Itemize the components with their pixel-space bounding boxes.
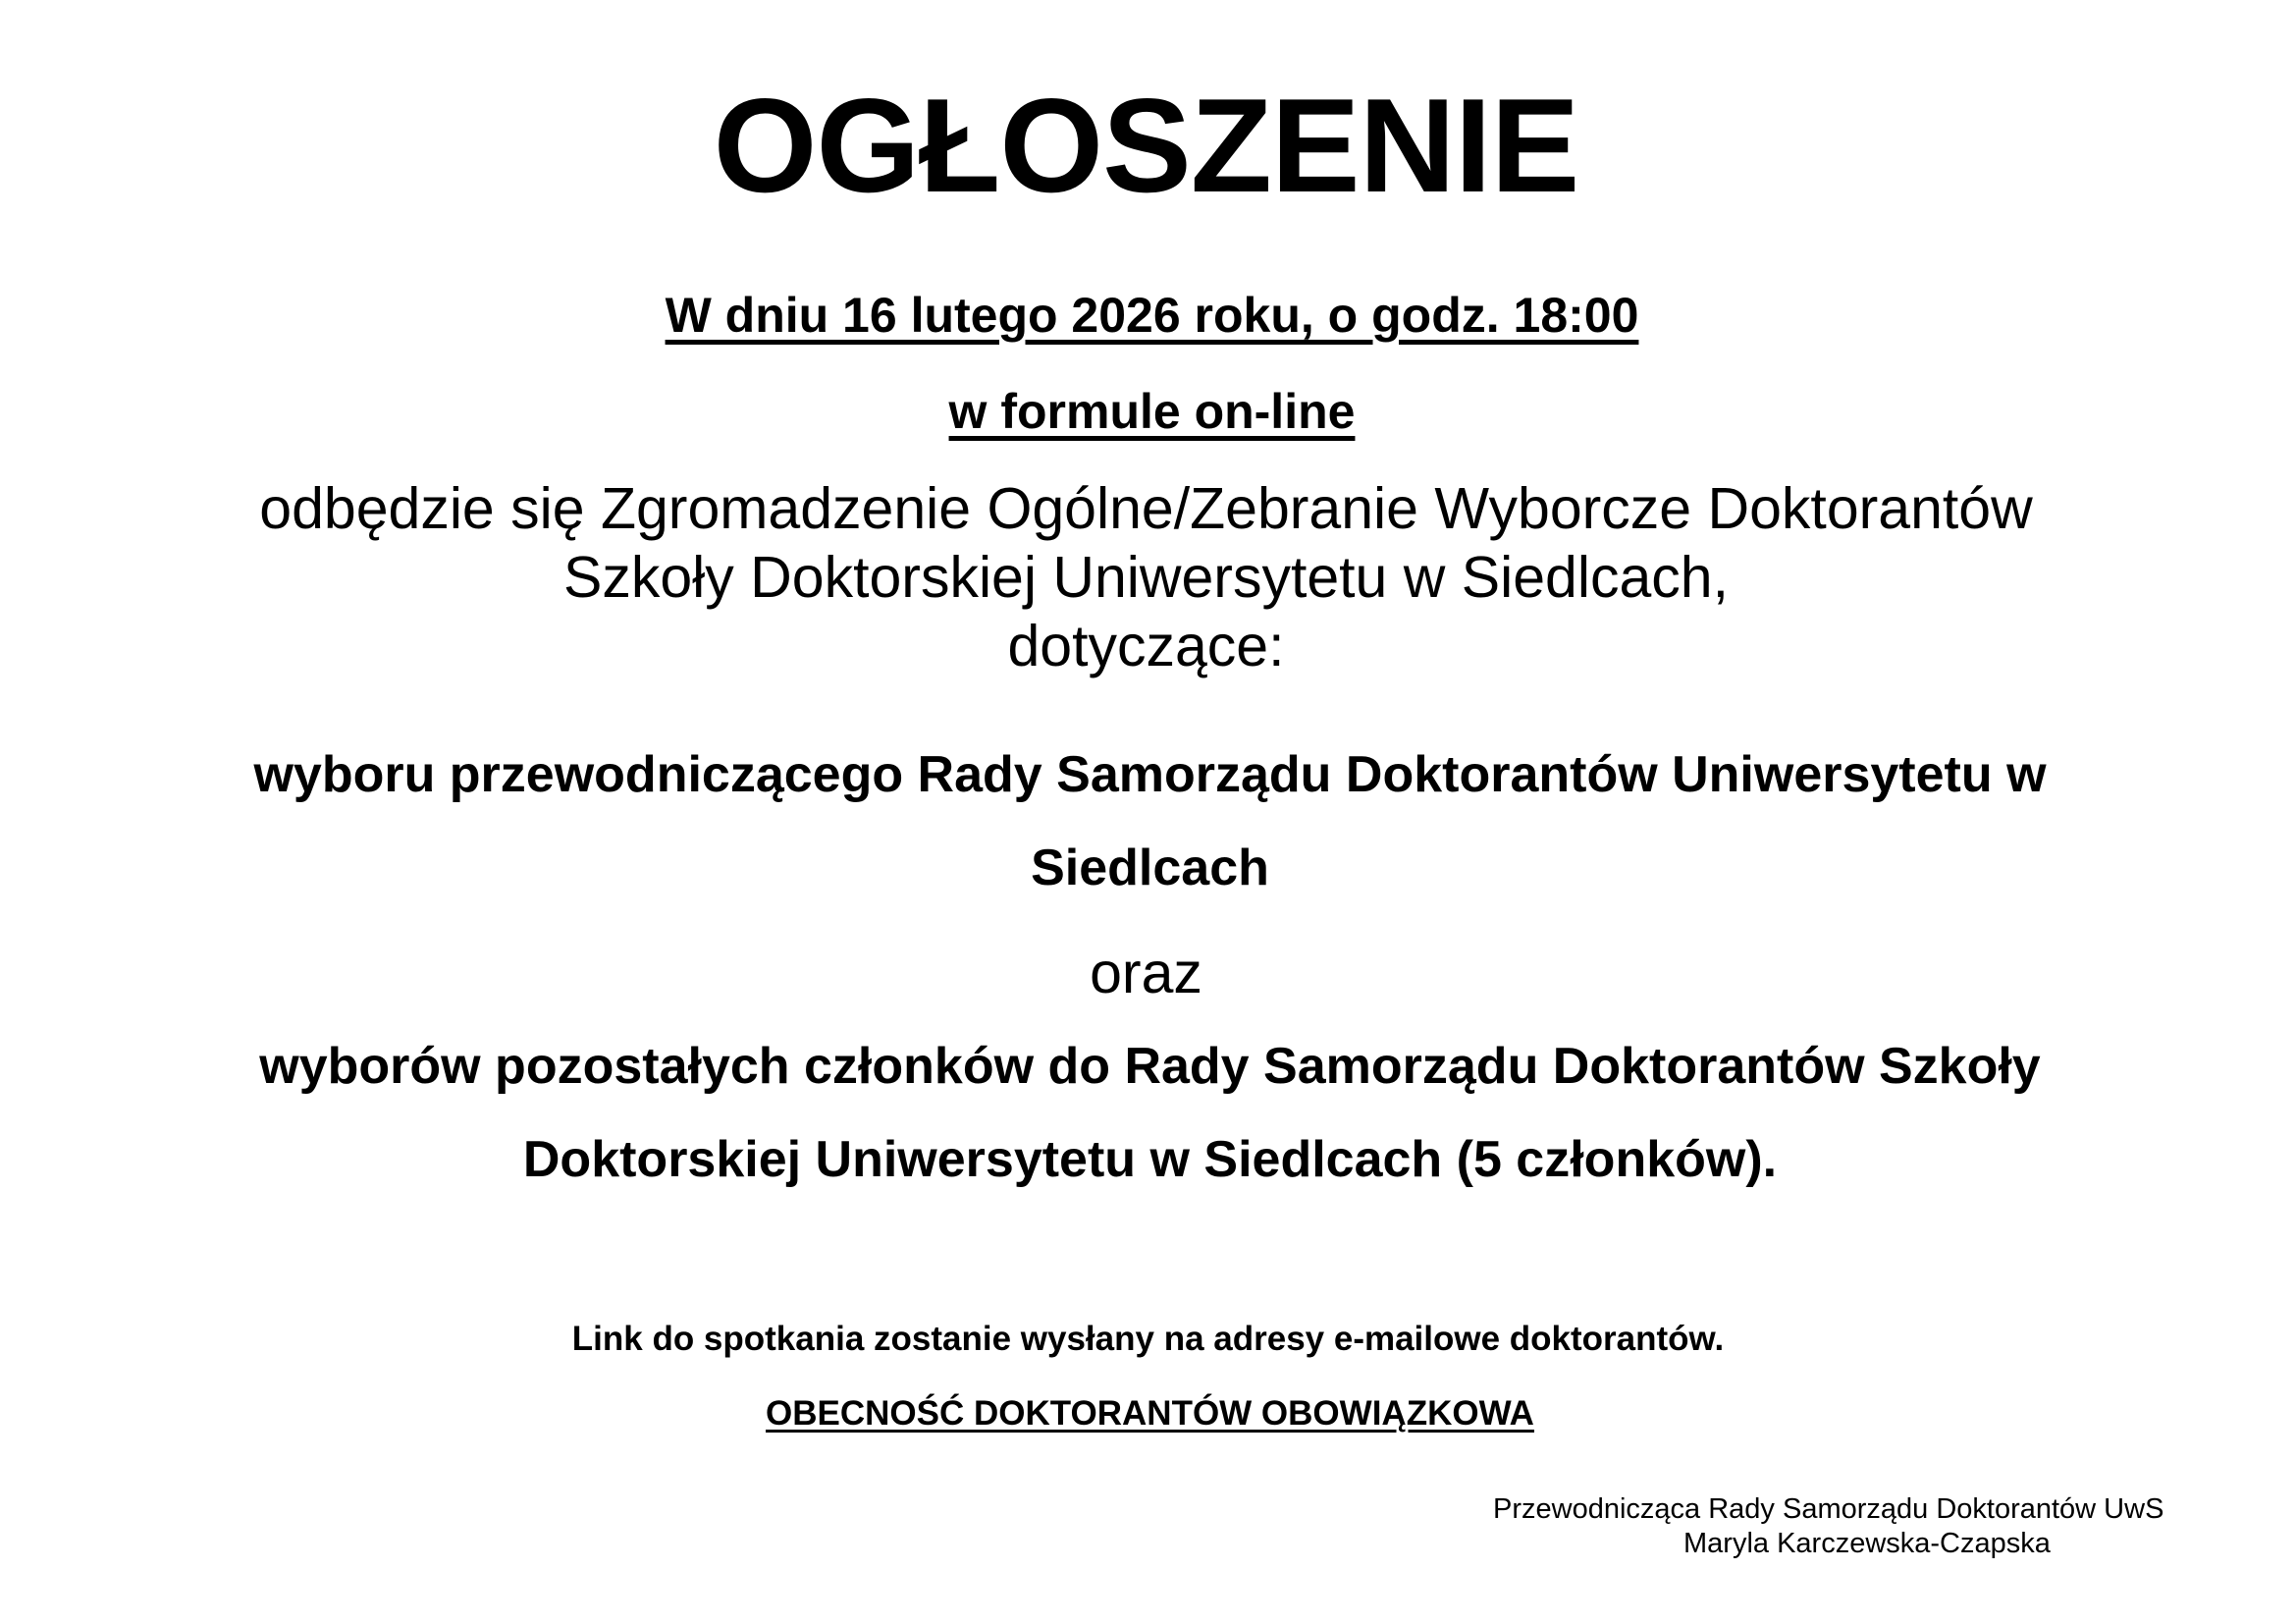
attendance-text: OBECNOŚĆ DOKTORANTÓW OBOWIĄZKOWA xyxy=(766,1394,1534,1433)
format-line xyxy=(4,384,2296,439)
intro-line-2: Szkoły Doktorskiej Uniwersytetu w Siedlcach, xyxy=(563,545,1729,610)
agenda-item-2-line-2: Doktorskiej Uniwersytetu w Siedlcach (5 członków). xyxy=(522,1131,1778,1188)
intro-line-3: dotyczące: xyxy=(1007,614,1285,678)
agenda-item-2-line-1: wyborów pozostałych członków do Rady Samorządu Doktorantów Szkoły xyxy=(259,1038,2041,1095)
signature-role: Przewodnicząca Rady Samorządu Doktorantów UwS xyxy=(1493,1493,2164,1525)
date-line xyxy=(4,288,2296,343)
agenda-item-1-line-2: Siedlcach xyxy=(1031,839,1269,896)
connector-text: oraz xyxy=(1090,941,1202,1005)
attendance-note xyxy=(2,1396,2296,1431)
signature-name: Maryla Karczewska-Czapska xyxy=(1683,1528,2051,1559)
link-note: Link do spotkania zostanie wysłany na adresy e-mailowe doktorantów. xyxy=(571,1320,1725,1358)
intro-line-1: odbędzie się Zgromadzenie Ogólne/Zebranie Wyborcze Doktorantów xyxy=(259,476,2033,541)
date-text: W dniu 16 lutego 2026 roku, o godz. 18:00 xyxy=(665,288,1639,343)
page-title: OGŁOSZENIE xyxy=(713,71,1579,220)
agenda-item-1-line-1: wyboru przewodniczącego Rady Samorządu Doktorantów Uniwersytetu w xyxy=(253,746,2047,803)
format-text: w formule on-line xyxy=(948,384,1356,439)
